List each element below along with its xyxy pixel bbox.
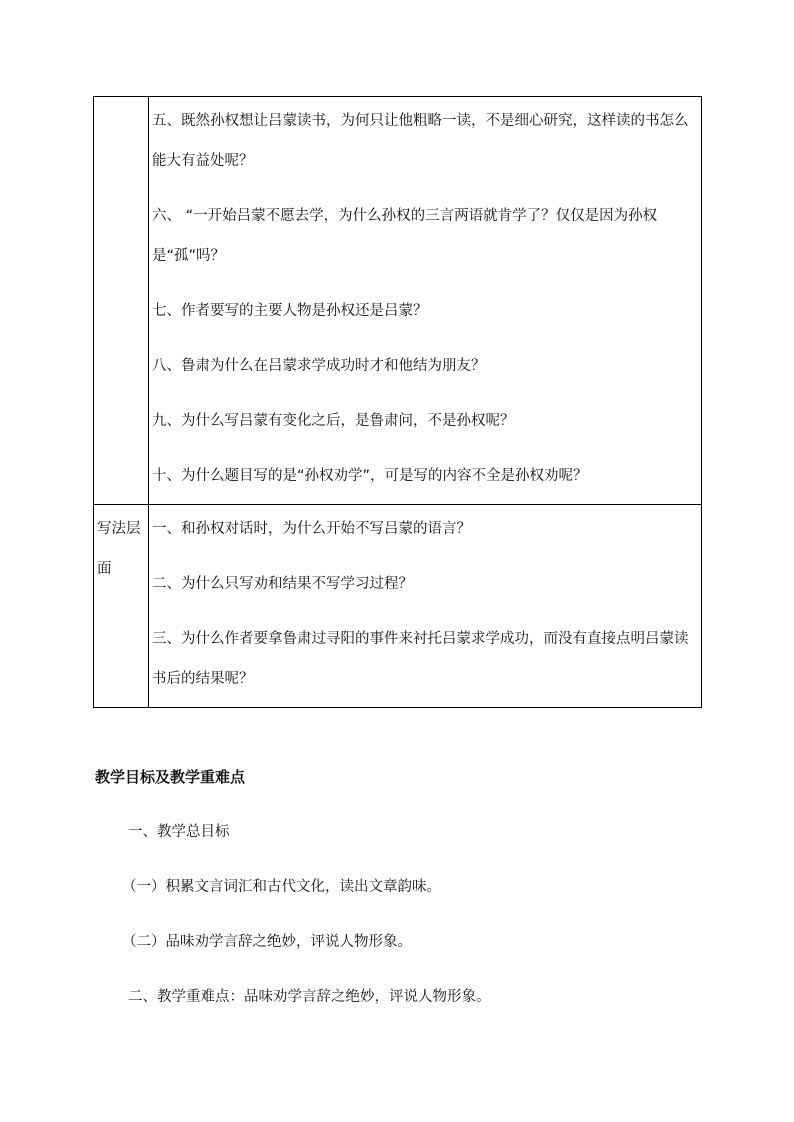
section-title: 教学目标及教学重难点 [95, 768, 246, 786]
goal-key-points: 二、教学重难点：品味劝学言辞之绝妙，评说人物形象。 [128, 989, 491, 1005]
question-item: 一、和孙权对话时，为什么开始不写吕蒙的语言？ [152, 521, 471, 537]
question-item: 七、作者要写的主要人物是孙权还是吕蒙？ [152, 303, 428, 319]
question-item: 六、 “一开始吕蒙不愿去学，为什么孙权的三言两语就肯学了？仅仅是因为孙权是“孤”吗？ [152, 208, 658, 264]
category-cell [94, 97, 149, 505]
table-row [94, 97, 702, 505]
question-item: 五、既然孙权想让吕蒙读书，为何只让他粗略一读，不是细心研究，这样读的书怎么能大有益处呢？ [152, 113, 689, 169]
question-item: 八、鲁肃为什么在吕蒙求学成功时才和他结为朋友？ [152, 358, 486, 374]
table-row [94, 505, 702, 708]
category-label: 写法层面 [97, 521, 141, 577]
category-label [94, 97, 148, 101]
questions-cell [149, 505, 702, 708]
question-item: 三、为什么作者要拿鲁肃过寻阳的事件来衬托吕蒙求学成功，而没有直接点明吕蒙读书后的结果呢？ [152, 631, 689, 687]
goal-item: （二）品味劝学言辞之绝妙，评说人物形象。 [122, 934, 412, 950]
question-item: 二、为什么只写劝和结果不写学习过程？ [152, 576, 413, 592]
question-item: 十、为什么题目写的是“孙权劝学”，可是写的内容不全是孙权劝呢？ [152, 468, 588, 484]
questions-cell [149, 97, 702, 505]
goal-item: （一）积累文言词汇和古代文化，读出文章韵味。 [122, 879, 441, 895]
question-item: 九、为什么写吕蒙有变化之后，是鲁肃问，不是孙权呢？ [152, 413, 515, 429]
question-table [93, 96, 702, 708]
category-cell [94, 505, 149, 708]
goal-heading: 一、教学总目标 [128, 824, 230, 840]
